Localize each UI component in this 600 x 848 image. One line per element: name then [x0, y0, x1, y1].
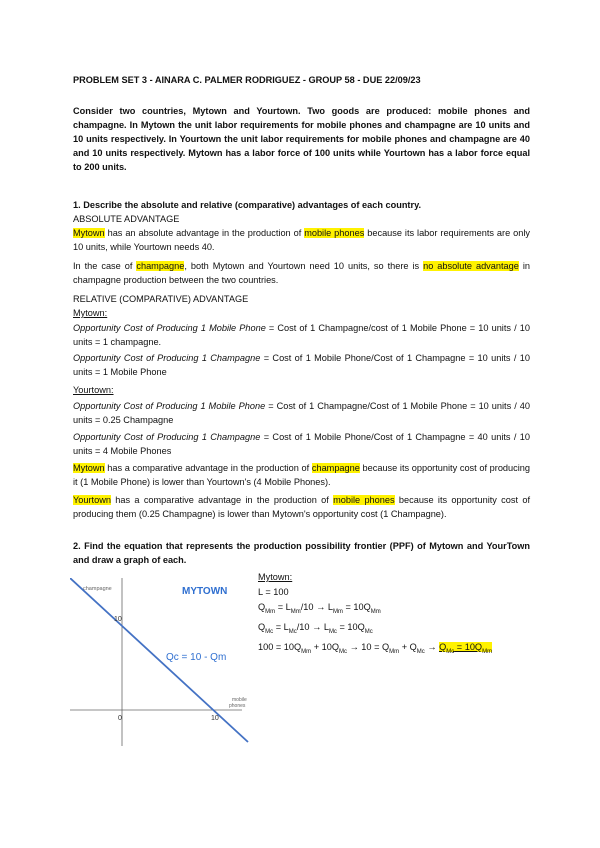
- y-axis-label: champagne: [83, 586, 112, 592]
- subscript: Mc: [288, 628, 297, 635]
- highlight-mobile-phones: mobile phones: [304, 228, 365, 238]
- text-span: = 10Q: [342, 602, 371, 612]
- subscript: Mm: [290, 608, 301, 615]
- x-axis-label-2: phones: [229, 703, 246, 709]
- text-span: = L: [273, 621, 289, 632]
- ppf-equation-label: Qc = 10 - Qm: [166, 652, 227, 663]
- mytown-ppf-graph: [70, 578, 250, 750]
- subscript: Mm: [301, 648, 312, 655]
- italic-span: Opportunity Cost of Producing 1 Mobile Phone: [73, 323, 266, 333]
- italic-span: Opportunity Cost of Producing 1 Mobile Phone: [73, 401, 266, 411]
- text-span: /10 → L: [300, 602, 333, 612]
- subscript: Mc: [416, 648, 425, 655]
- highlight-champagne: champagne: [136, 261, 185, 271]
- highlight-mobile-phones: mobile phones: [333, 495, 395, 505]
- subscript: Mc: [265, 628, 274, 635]
- subscript: Mm: [389, 648, 400, 655]
- absolute-advantage-title: ABSOLUTE ADVANTAGE: [73, 214, 180, 224]
- equations-title: Mytown:: [258, 572, 293, 582]
- x-axis-label-1: mobile: [232, 697, 247, 703]
- text-span: = Cost of 1 Mobile Phone/Cost of 1 Champagne = 40 units / 10 units = 4 Mobile Phones: [73, 432, 530, 456]
- highlight-no-absolute-advantage: no absolute advantage: [423, 261, 519, 271]
- yourtown-label: Yourtown:: [73, 385, 114, 395]
- page-title: PROBLEM SET 3 - AINARA C. PALMER RODRIGUEZ - GROUP 58 - DUE 22/09/23: [73, 75, 421, 85]
- highlight-yourtown: Yourtown: [73, 495, 111, 505]
- subscript: Mc: [446, 648, 455, 655]
- subscript: Mc: [328, 628, 337, 635]
- text-span: = Cost of 1 Champagne/Cost of 1 Mobile Phone = 10 units / 40 units = 0.25 Champagne: [73, 401, 530, 425]
- subscript: Mm: [482, 648, 493, 655]
- text-span: = 10Q: [454, 641, 483, 652]
- subscript: Mc: [364, 628, 373, 635]
- text-span: In the case of: [73, 261, 137, 271]
- text-span: 100 = 10Q: [258, 641, 302, 652]
- subscript: Mm: [370, 608, 381, 615]
- text-span: because its labor requirements are only 10 units, while Yourtown needs 40.: [73, 228, 530, 252]
- text-span: = L: [275, 602, 291, 612]
- highlight-champagne: champagne: [311, 463, 360, 473]
- equation-mobile: [258, 600, 492, 620]
- origin-label: 0: [118, 715, 122, 722]
- q1-heading: 1. Describe the absolute and relative (comparative) advantages of each country.: [73, 200, 422, 210]
- relative-advantage-title: RELATIVE (COMPARATIVE) ADVANTAGE: [73, 294, 249, 304]
- y-tick-10: 10: [114, 616, 122, 623]
- italic-span: Opportunity Cost of Producing 1 Champagne: [73, 432, 261, 442]
- text-span: →: [424, 641, 440, 652]
- text-span: + 10Q: [311, 641, 340, 652]
- conclusion-mytown: [73, 461, 530, 489]
- italic-span: Opportunity Cost of Producing 1 Champagne: [73, 353, 261, 363]
- conclusion-yourtown: [73, 493, 530, 521]
- text-span: has a comparative advantage in the production of: [104, 463, 312, 473]
- text-span: has an absolute advantage in the production of: [104, 228, 305, 238]
- subscript: Mm: [265, 608, 276, 615]
- highlight-ppf-result: [439, 641, 493, 655]
- subscript: Mc: [339, 648, 348, 655]
- absolute-paragraph-1: [73, 226, 530, 254]
- equation-labor: L = 100: [258, 587, 289, 597]
- text-span: because its opportunity cost of producing them (0.25 Champagne) is lower than Mytown's opportunity cost (1 Champagne).: [73, 495, 530, 519]
- equation-champagne: [258, 620, 492, 640]
- text-span: in champagne production between the two countries.: [73, 261, 530, 285]
- intro-paragraph: Consider two countries, Mytown and Yourtown. Two goods are produced: mobile phones and champagne. In Mytown the unit labor requirements for mobile phones and champagne are 10 units and 10 units respectively. In Yourtown the unit labor requirements for mobile phones and champagne are 40 and 10 units respectively. Mytown has a labor force of 100 units while Yourtown has a labor force equal to 200 units.: [73, 106, 530, 172]
- text-span: has a comparative advantage in the production of: [110, 495, 334, 505]
- subscript: Mm: [332, 608, 343, 615]
- text-span: → 10 = Q: [347, 641, 390, 652]
- absolute-paragraph-2: [73, 259, 530, 287]
- yourtown-oc-mobile: [73, 399, 530, 427]
- text-span: Q: [258, 602, 266, 612]
- mytown-label: Mytown:: [73, 308, 108, 318]
- x-tick-10: 10: [211, 715, 219, 722]
- highlight-mytown: Mytown: [73, 228, 105, 238]
- text-span: Q: [439, 641, 447, 652]
- highlight-mytown: Mytown: [73, 463, 105, 473]
- equation-ppf: [258, 640, 492, 660]
- text-span: , both Mytown and Yourtown need 10 units, so there is: [184, 261, 424, 271]
- graph-title: MYTOWN: [182, 586, 228, 597]
- text-span: = 10Q: [336, 621, 365, 632]
- q2-heading: 2. Find the equation that represents the production possibility frontier (PPF) of Mytown and YourTown and draw a graph of each.: [73, 541, 530, 565]
- mytown-oc-mobile: [73, 321, 530, 349]
- text-span: + Q: [399, 641, 417, 652]
- mytown-equations: [258, 570, 492, 659]
- text-span: /10 → L: [296, 621, 329, 632]
- text-span: because its opportunity cost of producing it (1 Mobile Phone) is lower than Yourtown's (4 Mobile Phones).: [73, 463, 531, 487]
- yourtown-oc-champagne: [73, 430, 530, 458]
- text-span: = Cost of 1 Champagne/cost of 1 Mobile Phone = 10 units / 10 units = 1 champagne.: [73, 323, 530, 347]
- mytown-oc-champagne: [73, 351, 530, 379]
- text-span: = Cost of 1 Mobile Phone/Cost of 1 Champagne = 10 units / 10 units = 1 Mobile Phone: [73, 353, 530, 377]
- text-span: Q: [258, 621, 266, 632]
